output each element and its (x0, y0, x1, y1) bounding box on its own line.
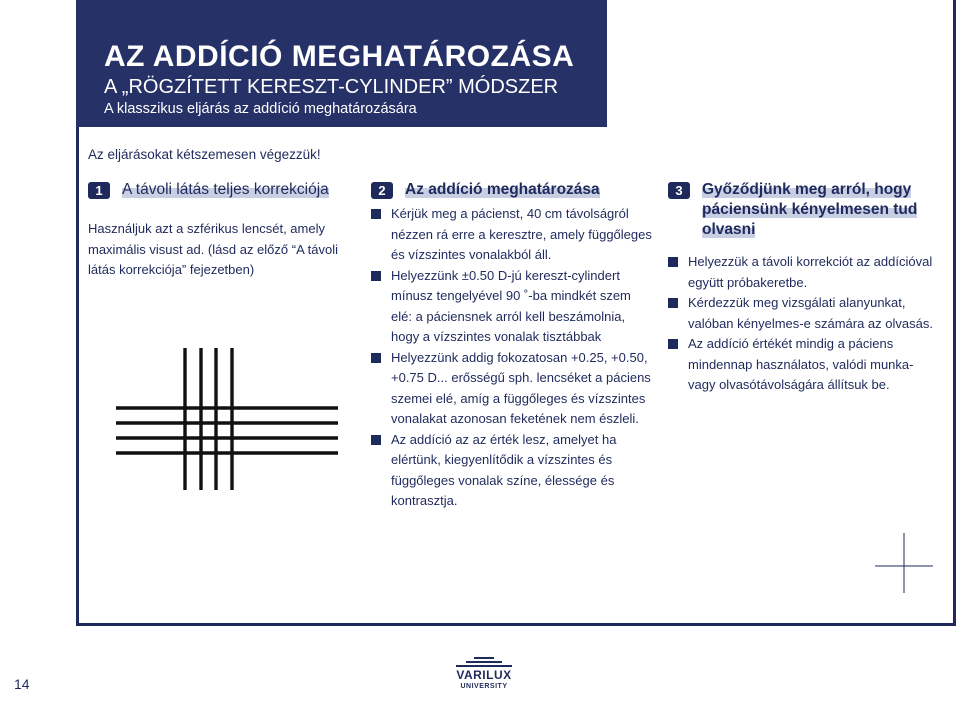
bullet-square-icon (668, 339, 678, 349)
section-1 (88, 180, 356, 281)
section-3-heading (668, 180, 938, 240)
intro-text: Az eljárásokat kétszemesen végezzük! (88, 147, 321, 162)
bullet-square-icon (371, 353, 381, 363)
crosshair-icon (875, 533, 933, 593)
section-title: Győződjünk meg arról, hogy páciensünk kényelmesen tud olvasni (702, 181, 918, 238)
list-item: Helyezzük a távoli korrekciót az addícióval együtt próbakeretbe. (668, 252, 938, 293)
section-1-text: Használjuk azt a szférikus lencsét, amely maximális visust ad. (lásd az előző “A távoli látás korrekciója” fejezetben) (88, 221, 338, 277)
bullet-square-icon (668, 298, 678, 308)
bullet-square-icon (371, 209, 381, 219)
bullet-square-icon (371, 271, 381, 281)
page-number: 14 (14, 676, 30, 692)
bullet-square-icon (371, 435, 381, 445)
list-item: Helyezzünk addig fokozatosan +0.25, +0.50, +0.75 D... erősségű sph. lencséket a páciens szemei elé, amíg a függőleges és vízszintes vonalakat azonosan feketének nem észleli. (371, 348, 655, 430)
page-subtitle: A „RÖGZÍTETT KERESZT-CYLINDER” MÓDSZER (104, 76, 559, 98)
logo-bar (456, 665, 512, 667)
list-item: Helyezzünk ±0.50 D-jú kereszt-cylindert mínusz tengelyével 90 ˚-ba mindkét szem elé: a páciensnek arról kell beszámolnia, hogy a vízszintes vonalak tisztábbak (371, 266, 655, 348)
section-3-list (668, 252, 938, 396)
logo-bar (466, 661, 502, 663)
section-title: Az addíció meghatározása (405, 181, 600, 198)
section-title: A távoli látás teljes korrekciója (122, 181, 329, 198)
varilux-logo (444, 657, 524, 695)
page-title: AZ ADDÍCIÓ MEGHATÁROZÁSA (104, 40, 575, 73)
page-subtitle-secondary: A klasszikus eljárás az addíció meghatározására (104, 101, 417, 117)
list-item: Kérdezzük meg vizsgálati alanyunkat, valóban kényelmes-e számára az olvasás. (668, 293, 938, 334)
logo-subtitle: UNIVERSITY (460, 683, 508, 690)
section-3 (668, 180, 938, 396)
cross-cylinder-chart-icon (116, 348, 338, 490)
list-item: Az addíció értékét mindig a páciens mindennap használatos, valódi munka- vagy olvasótávolságára állítsuk be. (668, 334, 938, 396)
bullet-square-icon (668, 257, 678, 267)
list-item: Kérjük meg a pácienst, 40 cm távolságról nézzen rá erre a keresztre, amely függőleges és vízszintes vonalakból áll. (371, 204, 655, 266)
logo-name: VARILUX (456, 668, 512, 682)
logo-bar (474, 657, 494, 659)
header-banner (76, 0, 607, 127)
section-number-badge: 3 (668, 182, 690, 199)
section-1-heading (88, 180, 356, 204)
section-number-badge: 2 (371, 182, 393, 199)
section-2 (371, 180, 655, 512)
list-item: Az addíció az az érték lesz, amelyet ha elértünk, kiegyenlítődik a vízszintes és függőleges vonalak színe, élessége és kontrasztja. (371, 430, 655, 512)
section-2-heading (371, 180, 655, 204)
section-number-badge: 1 (88, 182, 110, 199)
